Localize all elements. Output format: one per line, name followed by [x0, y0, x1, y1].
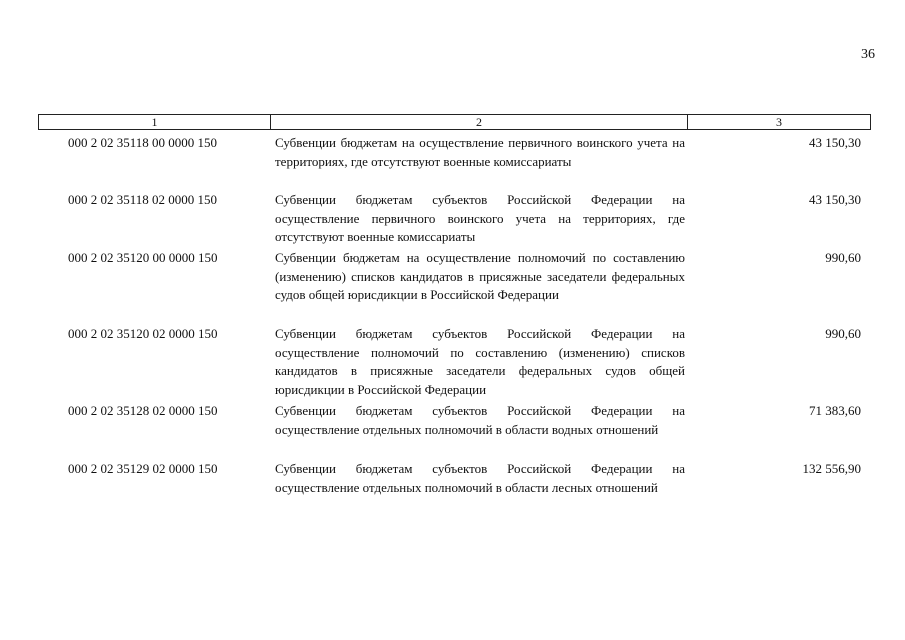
column-header-3: 3 — [776, 115, 782, 129]
row-amount: 990,60 — [825, 250, 861, 265]
row-description: Субвенции бюджетам субъектов Российской Федерации на осуществление отдельных полномочий в области лесных отношений — [275, 461, 685, 495]
row-description: Субвенции бюджетам субъектов Российской Федерации на осуществление полномочий по составлению (изменению) списков кандидатов в присяжные заседатели федеральных судов общей юрисдикции в Российской Федерации — [275, 326, 685, 397]
row-code: 000 2 02 35128 02 0000 150 — [68, 403, 218, 418]
row-description: Субвенции бюджетам субъектов Российской Федерации на осуществление отдельных полномочий в области водных отношений — [275, 403, 685, 437]
row-code: 000 2 02 35118 02 0000 150 — [68, 192, 218, 207]
row-code: 000 2 02 35120 02 0000 150 — [68, 326, 218, 341]
row-description: Субвенции бюджетам субъектов Российской Федерации на осуществление первичного воинского учета на территориях, где отсутствуют военные комиссариаты — [275, 192, 685, 244]
row-amount: 71 383,60 — [809, 403, 861, 418]
column-header-1: 1 — [39, 115, 271, 129]
row-description: Субвенции бюджетам на осуществление первичного воинского учета на территориях, где отсутствуют военные комиссариаты — [275, 135, 685, 169]
row-amount: 43 150,30 — [809, 192, 861, 207]
page-number: 36 — [861, 47, 875, 62]
row-code: 000 2 02 35118 00 0000 150 — [68, 135, 218, 150]
table-header-row — [38, 114, 871, 130]
row-amount: 132 556,90 — [802, 461, 861, 476]
row-amount: 43 150,30 — [809, 135, 861, 150]
row-code: 000 2 02 35120 00 0000 150 — [68, 250, 218, 265]
row-description: Субвенции бюджетам на осуществление полномочий по составлению (изменению) списков кандидатов в присяжные заседатели федеральных судов общей юрисдикции в Российской Федерации — [275, 250, 685, 302]
row-code: 000 2 02 35129 02 0000 150 — [68, 461, 218, 476]
row-amount: 990,60 — [825, 326, 861, 341]
column-header-2: 2 — [271, 115, 688, 129]
